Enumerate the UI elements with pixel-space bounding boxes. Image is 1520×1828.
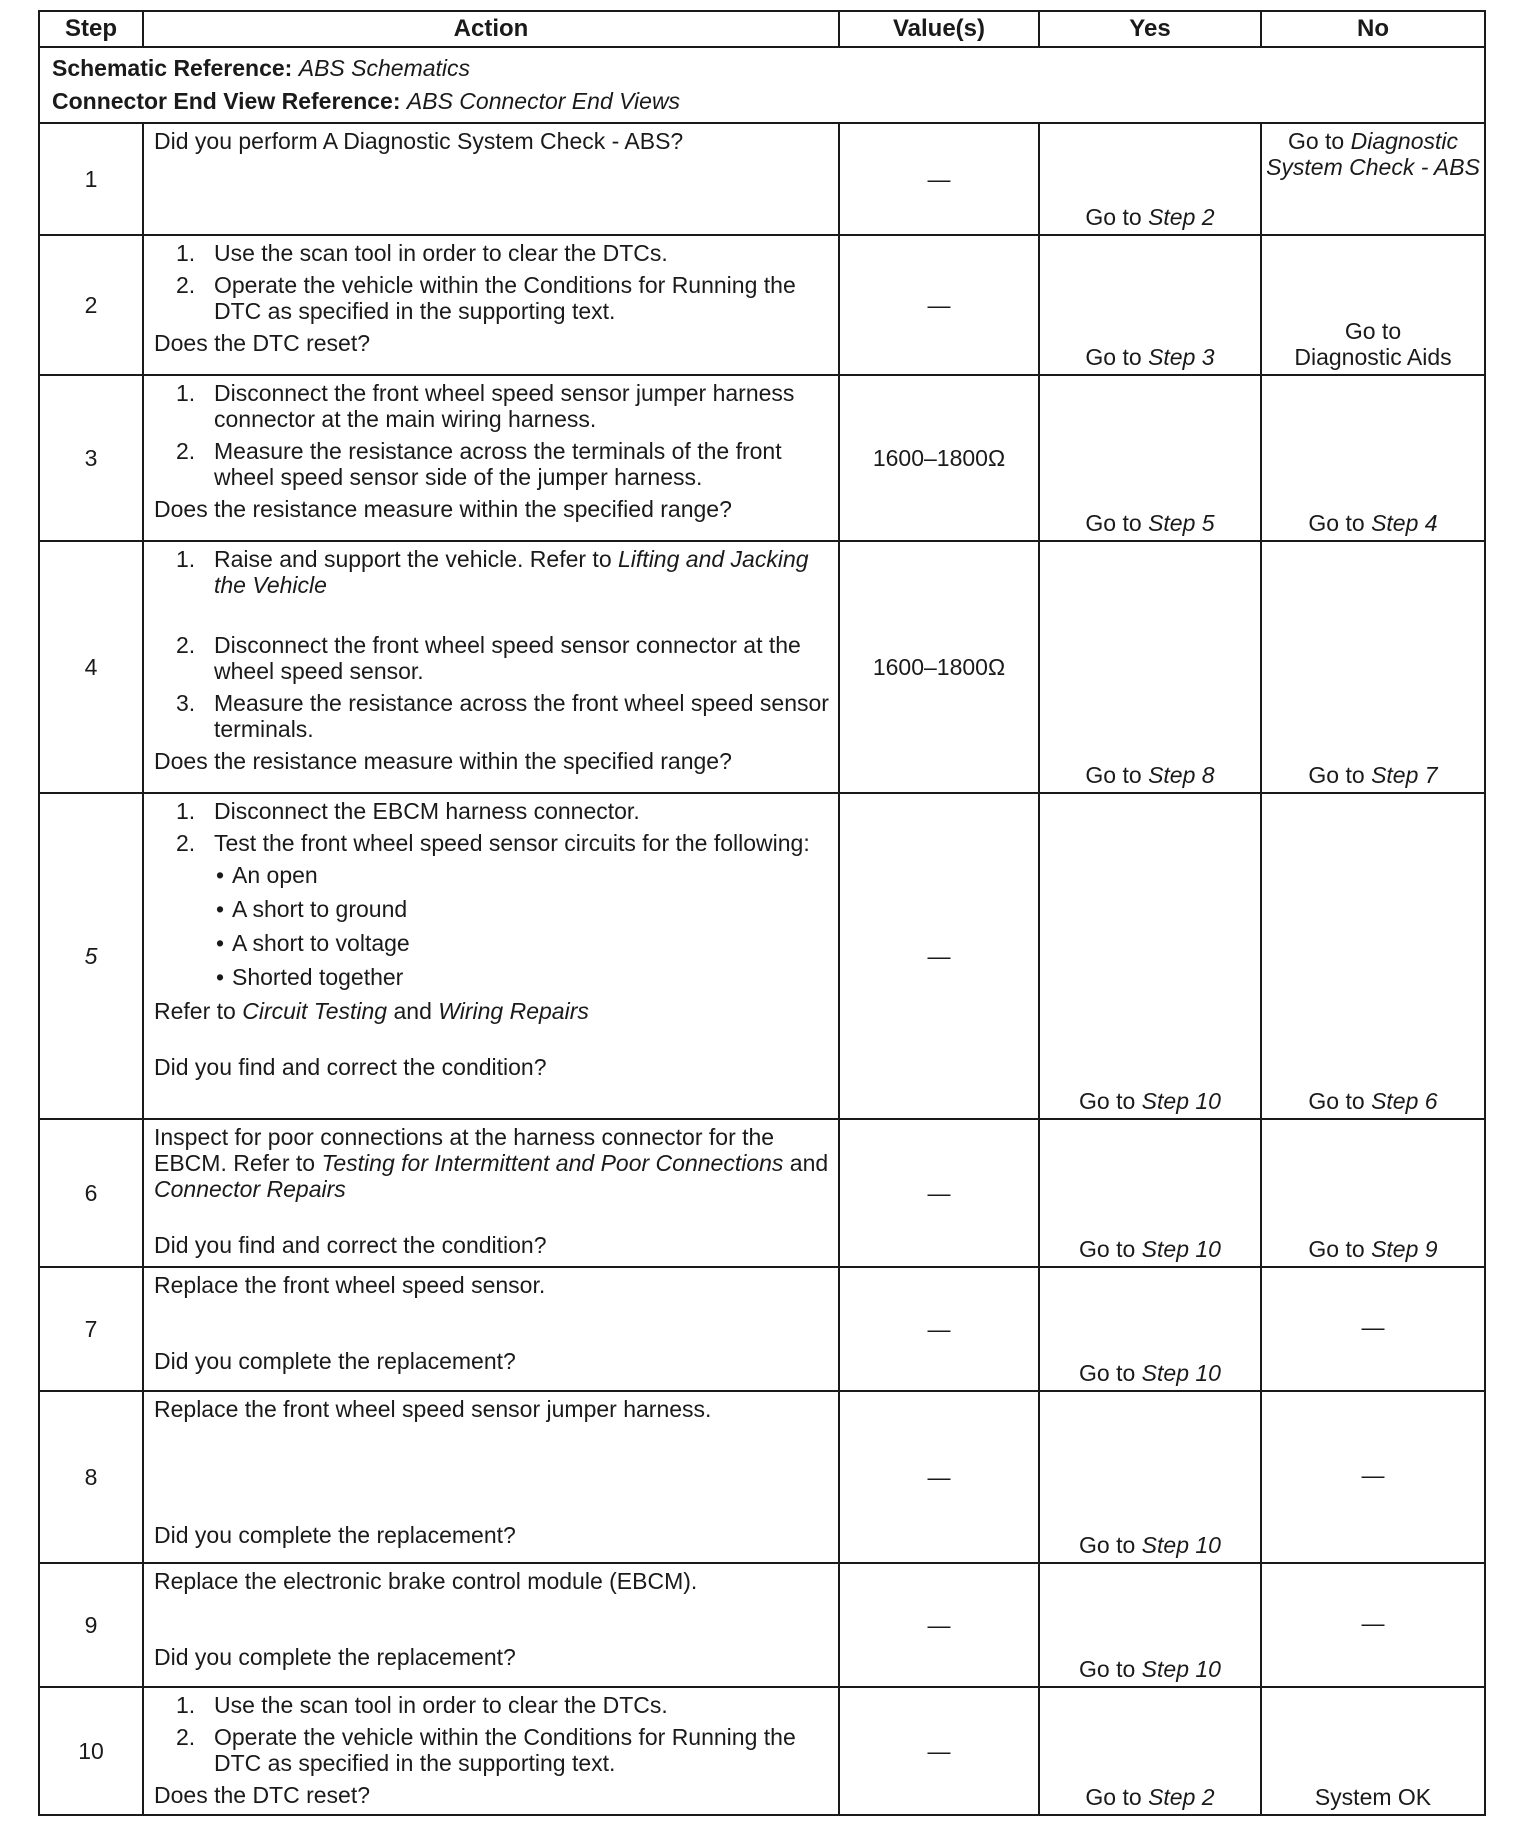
header-step: Step bbox=[39, 11, 143, 47]
refer-text: Refer to Circuit Testing and Wiring Repairs bbox=[154, 998, 589, 1024]
action-text: Replace the front wheel speed sensor. bbox=[154, 1272, 546, 1298]
action-cell bbox=[143, 123, 839, 235]
action-list: 1. Disconnect the front wheel speed sensor jumper harness connector at the main wiring harness. 2. Measure the resistance across the terminals of the front wheel speed sensor side of the jumper harness. bbox=[176, 380, 795, 490]
action-cell bbox=[143, 1119, 839, 1267]
header-values: Value(s) bbox=[839, 11, 1039, 47]
step-number: 9 bbox=[39, 1563, 143, 1687]
header-no: No bbox=[1261, 11, 1485, 47]
step-number: 8 bbox=[39, 1391, 143, 1563]
table-row bbox=[39, 1687, 1485, 1815]
action-question: Did you complete the replacement? bbox=[154, 1348, 516, 1374]
table-row bbox=[39, 375, 1485, 541]
value-cell: 1600–1800Ω bbox=[839, 541, 1039, 793]
list-item: • An open bbox=[154, 862, 830, 888]
action-list: 1. Raise and support the vehicle. Refer to Lifting and Jacking the Vehicle 2. Disconnect the front wheel speed sensor connector at the wheel speed sensor. 3. Measure the resistance across the front wheel speed sensor terminals. bbox=[176, 546, 829, 742]
diagnostic-table bbox=[38, 10, 1486, 1816]
value-cell: — bbox=[839, 1563, 1039, 1687]
action-cell bbox=[143, 375, 839, 541]
yes-cell: Go to Step 10 bbox=[1039, 1267, 1261, 1391]
schematic-reference-link: ABS Schematics bbox=[298, 55, 471, 81]
action-cell bbox=[143, 1391, 839, 1563]
action-cell bbox=[143, 541, 839, 793]
no-cell: Go to Step 6 bbox=[1261, 793, 1485, 1119]
yes-cell: Go to Step 2 bbox=[1039, 1687, 1261, 1815]
step-number: 10 bbox=[39, 1687, 143, 1815]
condition-bullets bbox=[154, 862, 830, 990]
no-cell: Go to Diagnostic Aids bbox=[1261, 235, 1485, 375]
action-question: Did you find and correct the condition? bbox=[154, 1232, 547, 1258]
list-item: • Shorted together bbox=[154, 964, 830, 990]
no-cell: — bbox=[1261, 1391, 1485, 1563]
no-cell: — bbox=[1261, 1563, 1485, 1687]
action-text: Inspect for poor connections at the harness connector for the EBCM. Refer to Testing for Intermittent and Poor Connections and Connector Repairs bbox=[154, 1124, 829, 1202]
yes-cell: Go to Step 10 bbox=[1039, 793, 1261, 1119]
action-question: Does the resistance measure within the specified range? bbox=[154, 496, 732, 522]
table-row bbox=[39, 1267, 1485, 1391]
schematic-reference: Schematic Reference: ABS Schematics bbox=[52, 55, 471, 81]
table-row bbox=[39, 793, 1485, 1119]
header-action: Action bbox=[143, 11, 839, 47]
action-question: Does the DTC reset? bbox=[154, 330, 371, 356]
action-question: Did you complete the replacement? bbox=[154, 1522, 516, 1548]
no-cell: Go to Step 7 bbox=[1261, 541, 1485, 793]
table-row bbox=[39, 123, 1485, 235]
table-row bbox=[39, 1563, 1485, 1687]
header-row bbox=[39, 11, 1485, 47]
table-row bbox=[39, 1391, 1485, 1563]
value-cell: — bbox=[839, 123, 1039, 235]
action-question: Did you find and correct the condition? bbox=[154, 1054, 547, 1080]
value-cell: — bbox=[839, 1687, 1039, 1815]
action-cell bbox=[143, 793, 839, 1119]
no-cell: Go to Step 9 bbox=[1261, 1119, 1485, 1267]
no-cell: Go to Diagnostic System Check - ABS bbox=[1261, 123, 1485, 235]
list-item: • A short to ground bbox=[154, 896, 830, 922]
yes-cell: Go to Step 5 bbox=[1039, 375, 1261, 541]
action-question: Did you perform A Diagnostic System Check - ABS? bbox=[154, 128, 684, 154]
yes-cell: Go to Step 2 bbox=[1039, 123, 1261, 235]
reference-cell bbox=[39, 47, 1485, 123]
action-cell bbox=[143, 235, 839, 375]
step-number: 2 bbox=[39, 235, 143, 375]
action-cell bbox=[143, 1267, 839, 1391]
action-question: Does the resistance measure within the specified range? bbox=[154, 748, 732, 774]
step-number: 6 bbox=[39, 1119, 143, 1267]
step-number: 5 bbox=[39, 793, 143, 1119]
value-cell: — bbox=[839, 235, 1039, 375]
action-cell bbox=[143, 1563, 839, 1687]
table-row bbox=[39, 1119, 1485, 1267]
yes-cell: Go to Step 10 bbox=[1039, 1563, 1261, 1687]
action-list: 1. Use the scan tool in order to clear the DTCs. 2. Operate the vehicle within the Conditions for Running the DTC as specified in the supporting text. bbox=[176, 240, 796, 324]
table-row bbox=[39, 541, 1485, 793]
action-cell bbox=[143, 1687, 839, 1815]
table-row bbox=[39, 235, 1485, 375]
action-question: Does the DTC reset? bbox=[154, 1782, 371, 1808]
step-number: 7 bbox=[39, 1267, 143, 1391]
no-cell: Go to Step 4 bbox=[1261, 375, 1485, 541]
action-list: 1. Disconnect the EBCM harness connector. 2. Test the front wheel speed sensor circuits for the following: bbox=[176, 798, 810, 856]
yes-cell: Go to Step 3 bbox=[1039, 235, 1261, 375]
value-cell: — bbox=[839, 1391, 1039, 1563]
reference-row bbox=[39, 47, 1485, 123]
no-cell: — bbox=[1261, 1267, 1485, 1391]
step-number: 3 bbox=[39, 375, 143, 541]
list-item: • A short to voltage bbox=[154, 930, 830, 956]
action-text: Replace the front wheel speed sensor jumper harness. bbox=[154, 1396, 712, 1422]
value-cell: — bbox=[839, 1267, 1039, 1391]
yes-cell: Go to Step 10 bbox=[1039, 1391, 1261, 1563]
step-number: 1 bbox=[39, 123, 143, 235]
connector-reference-link: ABS Connector End Views bbox=[406, 88, 681, 114]
step-number: 4 bbox=[39, 541, 143, 793]
no-cell: System OK bbox=[1261, 1687, 1485, 1815]
action-question: Did you complete the replacement? bbox=[154, 1644, 516, 1670]
action-text: Replace the electronic brake control module (EBCM). bbox=[154, 1568, 698, 1594]
action-list: 1. Use the scan tool in order to clear the DTCs. 2. Operate the vehicle within the Conditions for Running the DTC as specified in the supporting text. bbox=[176, 1692, 796, 1776]
yes-cell: Go to Step 8 bbox=[1039, 541, 1261, 793]
value-cell: — bbox=[839, 1119, 1039, 1267]
yes-cell: Go to Step 10 bbox=[1039, 1119, 1261, 1267]
value-cell: — bbox=[839, 793, 1039, 1119]
connector-reference: Connector End View Reference: ABS Connector End Views bbox=[52, 88, 681, 114]
header-yes: Yes bbox=[1039, 11, 1261, 47]
value-cell: 1600–1800Ω bbox=[839, 375, 1039, 541]
